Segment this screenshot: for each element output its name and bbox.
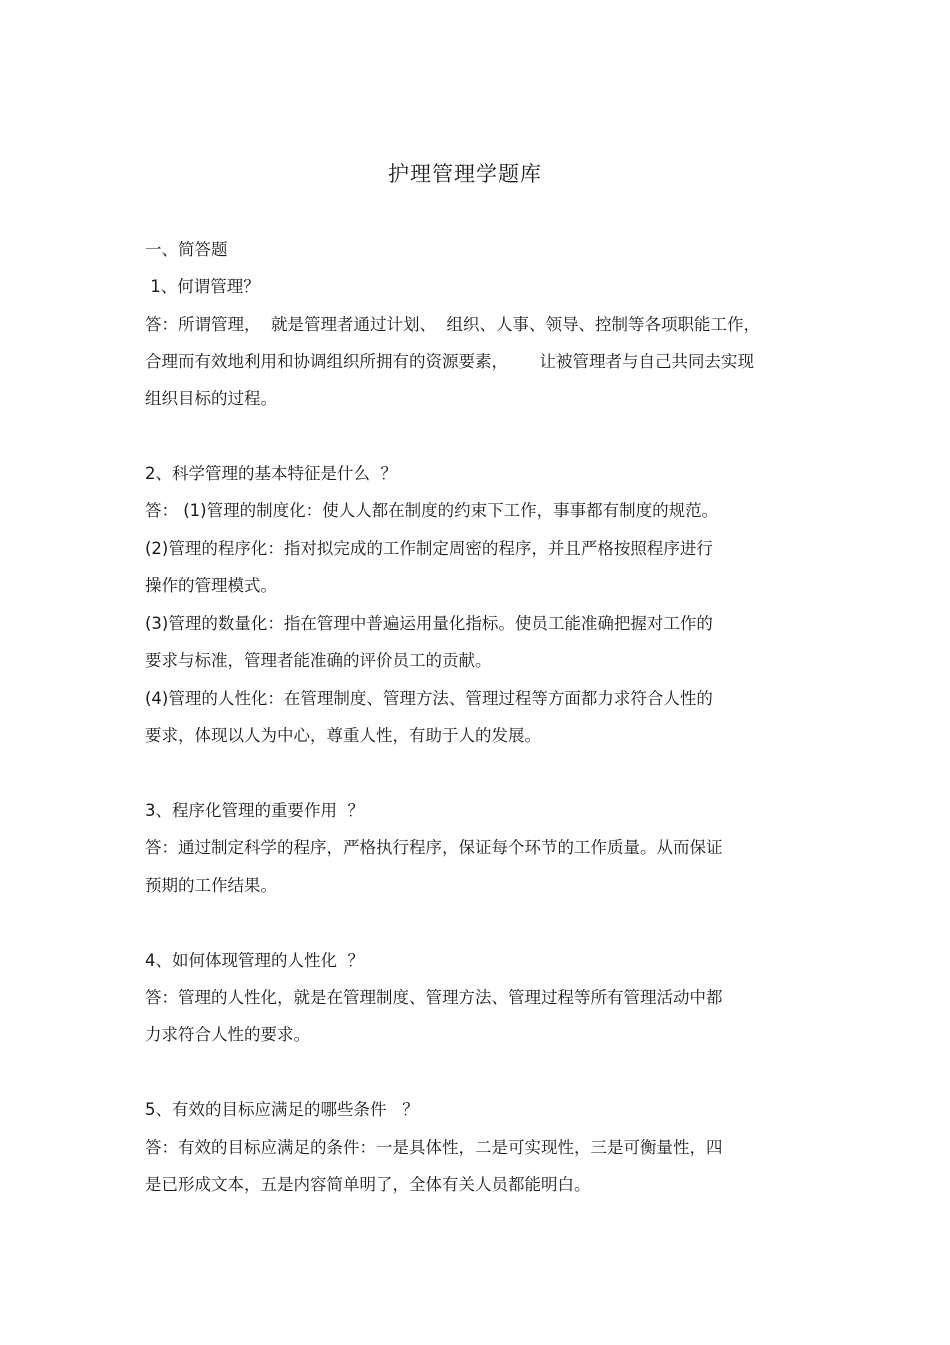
answer-1-line-2: 合理而有效地利用和协调组织所拥有的资源要素， 让被管理者与自己共同去实现 [145, 352, 754, 371]
answer-2-line-2: (2)管理的程序化：指对拟完成的工作制定周密的程序，并且严格按照程序进行 [145, 539, 713, 558]
question-3: 3、程序化管理的重要作用 ？ [145, 801, 364, 820]
answer-1-line-1: 答：所谓管理， 就是管理者通过计划、 组织、人事、领导、控制等各项职能工作， [145, 315, 760, 334]
question-5: 5、有效的目标应满足的哪些条件 ？ [145, 1100, 419, 1119]
answer-2-line-3: 操作的管理模式。 [145, 576, 277, 595]
question-4: 4、如何体现管理的人性化 ？ [145, 951, 364, 970]
answer-5-line-2: 是已形成文本，五是内容简单明了，全体有关人员都能明白。 [145, 1175, 591, 1194]
answer-4-line-1: 答：管理的人性化，就是在管理制度、管理方法、管理过程等所有管理活动中都 [145, 988, 723, 1007]
document-title: 护理管理学题库 [388, 162, 542, 186]
question-2: 2、科学管理的基本特征是什么 ？ [145, 464, 397, 483]
answer-2-line-5: 要求与标准，管理者能准确的评价员工的贡献。 [145, 651, 492, 670]
question-1: 1、何谓管理？ [145, 277, 260, 296]
answer-3-line-2: 预期的工作结果。 [145, 876, 277, 895]
answer-4-line-2: 力求符合人性的要求。 [145, 1025, 310, 1044]
answer-2-line-6: (4)管理的人性化：在管理制度、管理方法、管理过程等方面都力求符合人性的 [145, 689, 713, 708]
section-heading: 一、简答题 [145, 240, 228, 259]
answer-2-line-7: 要求，体现以人为中心，尊重人性，有助于人的发展。 [145, 726, 541, 745]
answer-3-line-1: 答：通过制定科学的程序，严格执行程序，保证每个环节的工作质量。从而保证 [145, 838, 723, 857]
answer-2-line-4: (3)管理的数量化：指在管理中普遍运用量化指标。使员工能准确把握对工作的 [145, 614, 713, 633]
answer-5-line-1: 答：有效的目标应满足的条件：一是具体性，二是可实现性，三是可衡量性，四 [145, 1138, 723, 1157]
answer-1-line-3: 组织目标的过程。 [145, 389, 277, 408]
answer-2-line-1: 答： (1)管理的制度化：使人人都在制度的约束下工作，事事都有制度的规范。 [145, 501, 719, 520]
